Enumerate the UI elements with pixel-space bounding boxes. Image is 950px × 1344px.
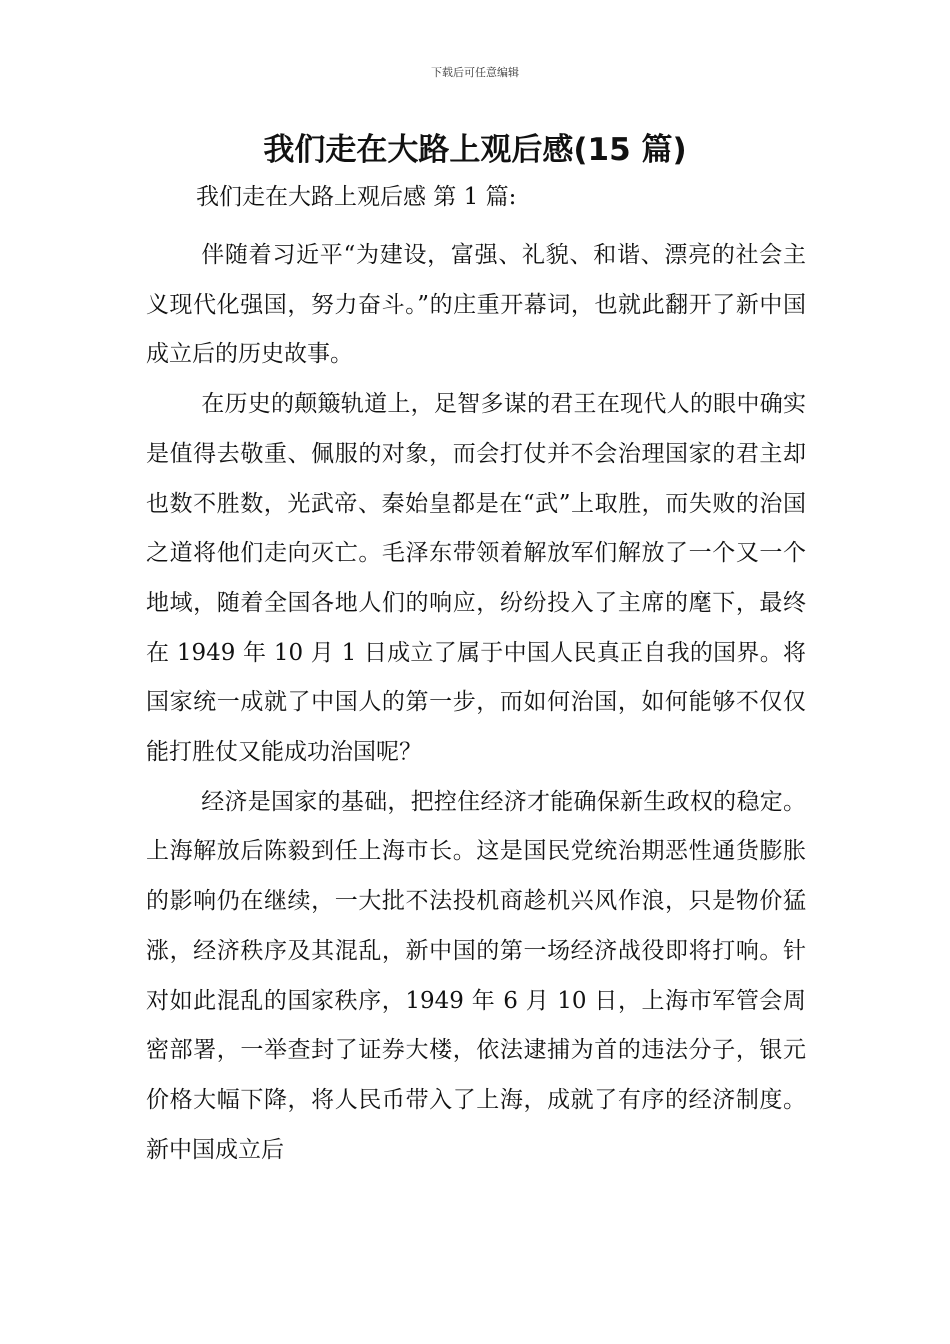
paragraph-2: 在历史的颠簸轨道上，足智多谋的君王在现代人的眼中确实是值得去敬重、佩服的对象，而会打仗并不会治理国家的君主却也数不胜数，光武帝、秦始皇都是在“武”上取胜，而失败的治国之道将他们走向灭亡。毛泽东带领着解放军们解放了一个又一个地域，随着全国各地人们的响应，纷纷投入了主席的麾下，最终在 1949 年 10 月 1 日成立了属于中国人民真正自我的国界。将国家统一成就了中国人的第一步，而如何治国，如何能够不仅仅能打胜仗又能成功治国呢？ (146, 391, 806, 766)
paragraph-1: 伴随着习近平“为建设，富强、礼貌、和谐、漂亮的社会主义现代化强国，努力奋斗。”的庄重开幕词，也就此翻开了新中国成立后的历史故事。 (146, 242, 806, 368)
body-text (146, 231, 806, 1175)
document-title: 我们走在大路上观后感(15 篇) (263, 132, 687, 168)
paragraph-3: 经济是国家的基础，把控住经济才能确保新生政权的稳定。上海解放后陈毅到任上海市长。这是国民党统治期恶性通货膨胀的影响仍在继续，一大批不法投机商趁机兴风作浪，只是物价猛涨，经济秩序及其混乱，新中国的第一场经济战役即将打响。针对如此混乱的国家秩序，1949 年 6 月 10 日，上海市军管会周密部署，一举查封了证券大楼，依法逮捕为首的违法分子，银元价格大幅下降，将人民币带入了上海，成就了有序的经济制度。新中国成立后 (146, 788, 806, 1163)
section-subtitle: 我们走在大路上观后感 第 1 篇: (196, 184, 517, 210)
header-note: 下载后可任意编辑 (431, 66, 519, 79)
